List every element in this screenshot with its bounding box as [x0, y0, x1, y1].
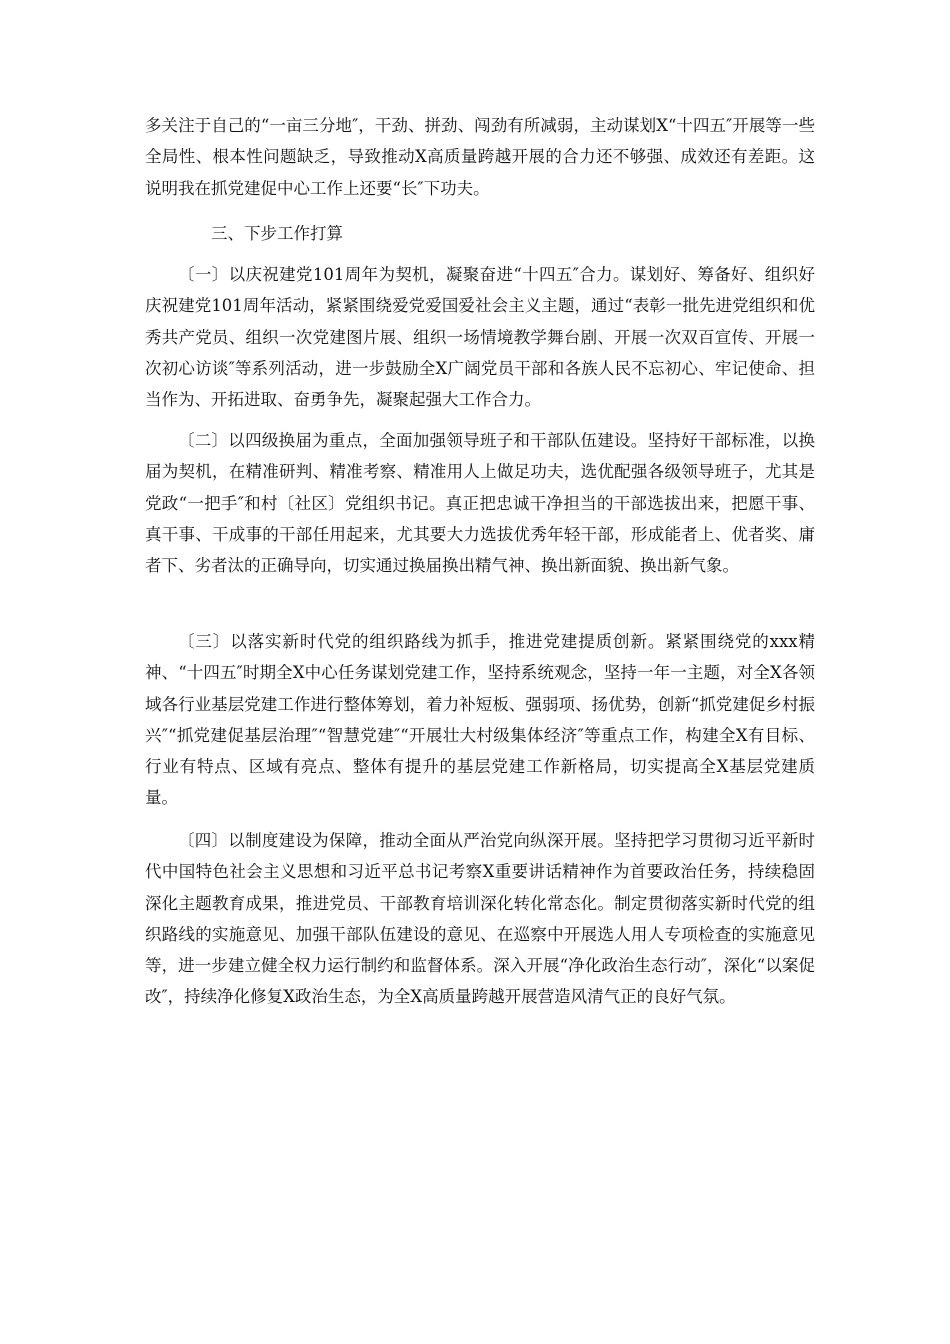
section-heading: 三、下步工作打算 — [211, 224, 343, 243]
paragraph-1: 〔一〕以庆祝建党101周年为契机，凝聚奋进“十四五″合力。谋划好、筹备好、组织好庆祝建党101周年活动，紧紧围绕爱党爱国爱社会主义主题，通过“表彰一批先进党组织和优秀共产党员、组织一次党建图片展、组织一场情境教学舞台剧、开展一次双百宣传、开展一次初心访谈″等系列活动，进一步鼓励全X广阔党员干部和各族人民不忘初心、牢记使命、担当作为、开拓进取、奋勇争先，凝聚起强大工作合力。 — [145, 265, 815, 410]
paragraph-4: 〔四〕以制度建设为保障，推动全面从严治党向纵深开展。坚持把学习贯彻习近平新时代中国特色社会主义思想和习近平总书记考察X重要讲话精神作为首要政治任务，持续稳固深化主题教育成果，推进党员、干部教育培训深化转化常态化。制定贯彻落实新时代党的组织路线的实施意见、加强干部队伍建设的意见、在巡察中开展选人用人专项检查的实施意见等，进一步建立健全权力运行制约和监督体系。深入开展“净化政治生态行动″，深化“以案促改″，持续净化修复X政治生态，为全X高质量跨越开展营造风清气正的良好气氛。 — [145, 831, 815, 1007]
paragraph-2: 〔二〕以四级换届为重点，全面加强领导班子和干部队伍建设。坚持好干部标准，以换届为契机，在精准研判、精准考察、精准用人上做足功夫，选优配强各级领导班子，尤其是党政“一把手″和村〔社区〕党组织书记。真正把忠诚干净担当的干部选拔出来，把愿干事、真干事、干成事的干部任用起来，尤其要大力选拔优秀年轻干部，形成能者上、优者奖、庸者下、劣者汰的正确导向，切实通过换届换出精气神、换出新面貌、换出新气象。 — [145, 431, 815, 576]
paragraph-3: 〔三〕以落实新时代党的组织路线为抓手，推进党建提质创新。紧紧围绕党的xxx精神、“十四五″时期全X中心任务谋划党建工作，坚持系统观念，坚持一年一主题，对全X各领域各行业基层党建工作进行整体筹划，着力补短板、强弱项、扬优势，创新“抓党建促乡村振兴″“抓党建促基层治理″“智慧党建″“开展壮大村级集体经济″等重点工作，构建全X有目标、行业有特点、区域有亮点、整体有提升的基层党建工作新格局，切实提高全X基层党建质量。 — [145, 632, 815, 808]
continued-paragraph: 多关注于自己的“一亩三分地″，干劲、拼劲、闯劲有所减弱，主动谋划X“十四五″开展等一些全局性、根本性问题缺乏，导致推动X高质量跨越开展的合力还不够强、成效还有差距。这说明我在抓党建促中心工作上还要“长″下功夫。 — [145, 116, 815, 198]
